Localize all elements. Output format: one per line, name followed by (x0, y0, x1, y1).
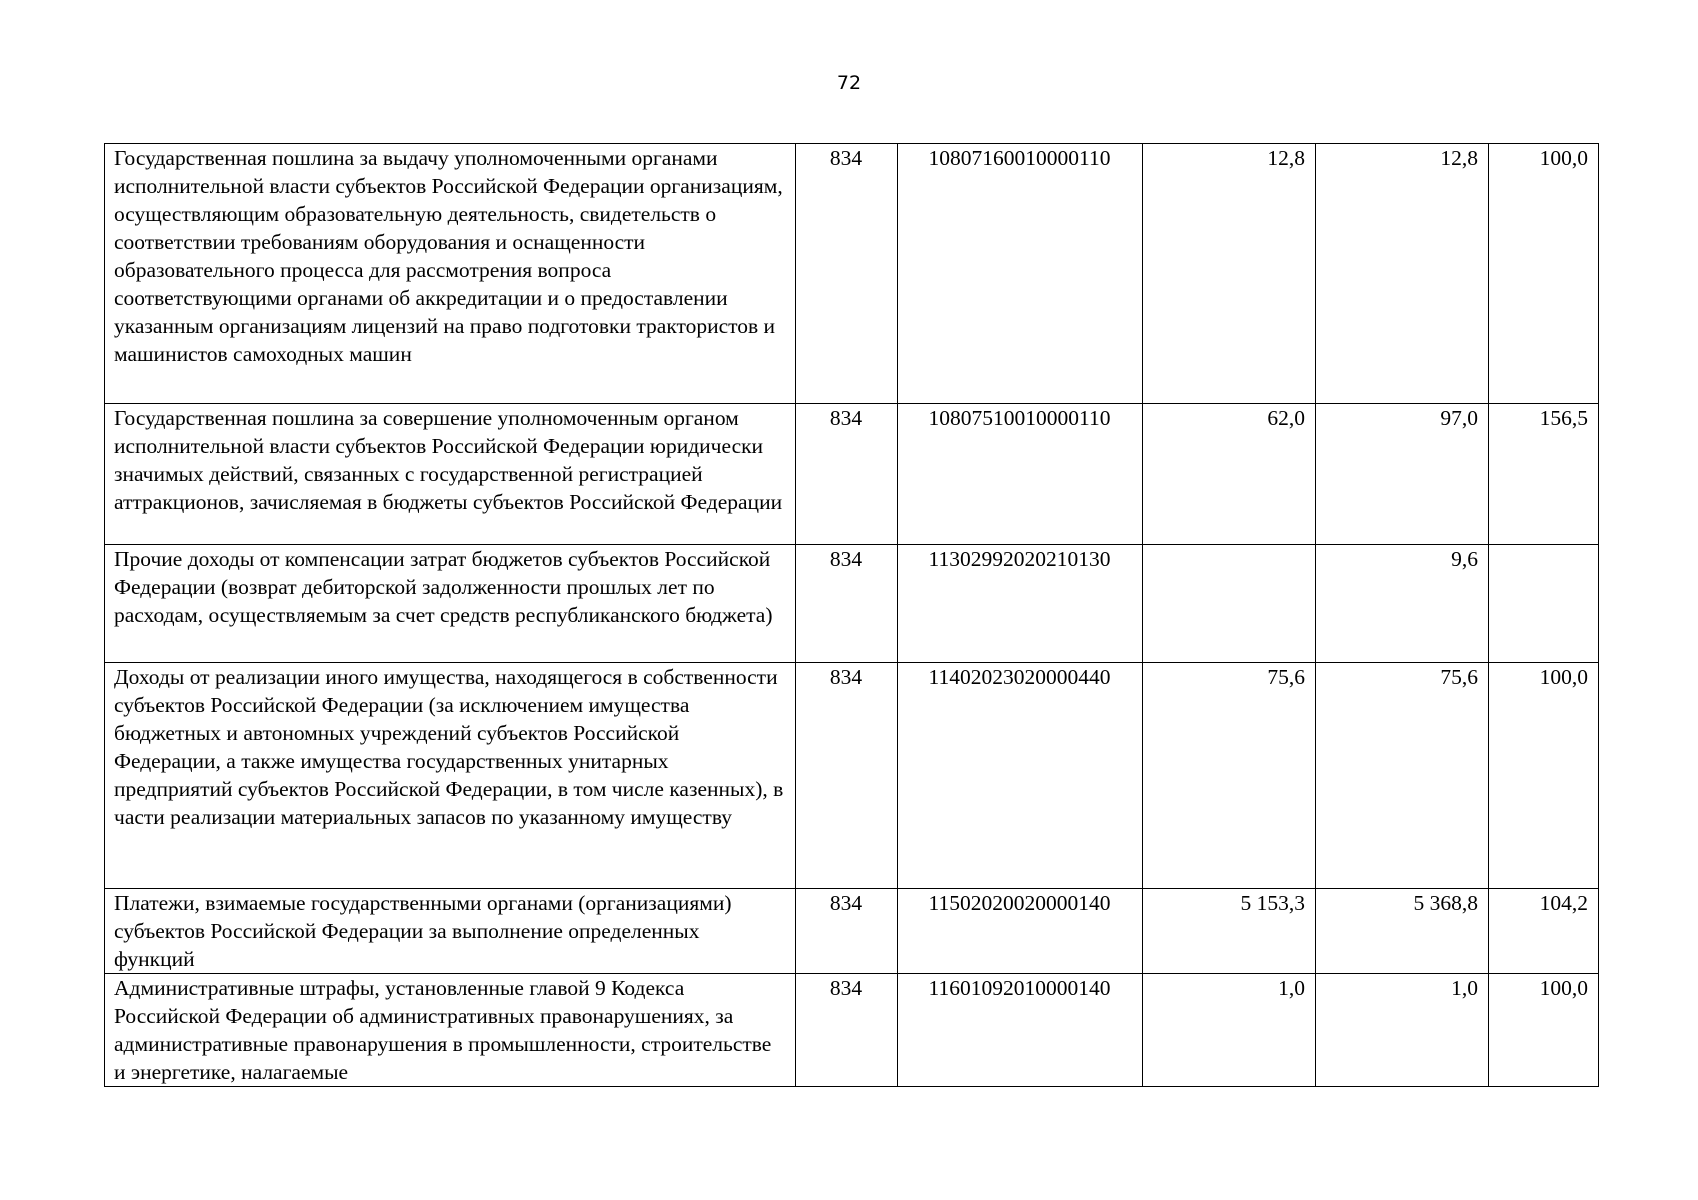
admin-code: 834 (796, 404, 898, 545)
actual-value: 12,8 (1316, 144, 1489, 404)
actual-value: 5 368,8 (1316, 889, 1489, 974)
admin-code: 834 (796, 144, 898, 404)
actual-value: 9,6 (1316, 545, 1489, 663)
plan-value: 1,0 (1143, 974, 1316, 1087)
income-description: Государственная пошлина за совершение уполномоченным органом исполнительной власти субъектов Российской Федерации юридически значимых действий, связанных с государственной регистрацией аттракционов, зачисляемая в бюджеты субъектов Российской Федерации (105, 404, 796, 545)
actual-value: 97,0 (1316, 404, 1489, 545)
table-row (105, 974, 1599, 1087)
admin-code: 834 (796, 545, 898, 663)
budget-classification-code: 11402023020000440 (898, 663, 1143, 889)
budget-classification-code: 10807510010000110 (898, 404, 1143, 545)
table-row (105, 545, 1599, 663)
table-row (105, 889, 1599, 974)
page-number: 72 (836, 72, 862, 94)
income-description: Административные штрафы, установленные главой 9 Кодекса Российской Федерации об административных правонарушениях, за административные правонарушения в промышленности, строительстве и энергетике, налагаемые (105, 974, 796, 1087)
budget-classification-code: 10807160010000110 (898, 144, 1143, 404)
plan-value (1143, 545, 1316, 663)
plan-value: 62,0 (1143, 404, 1316, 545)
admin-code: 834 (796, 663, 898, 889)
percent-value: 104,2 (1489, 889, 1599, 974)
plan-value: 75,6 (1143, 663, 1316, 889)
income-description: Платежи, взимаемые государственными органами (организациями) субъектов Российской Федерации за выполнение определенных функций (105, 889, 796, 974)
revenue-table (104, 143, 1599, 1087)
percent-value: 100,0 (1489, 974, 1599, 1087)
plan-value: 12,8 (1143, 144, 1316, 404)
actual-value: 1,0 (1316, 974, 1489, 1087)
percent-value: 100,0 (1489, 144, 1599, 404)
table-row (105, 404, 1599, 545)
actual-value: 75,6 (1316, 663, 1489, 889)
percent-value: 100,0 (1489, 663, 1599, 889)
income-description: Доходы от реализации иного имущества, находящегося в собственности субъектов Российской Федерации (за исключением имущества бюджетных и автономных учреждений субъектов Российской Федерации, а также имущества государственных унитарных предприятий субъектов Российской Федерации, в том числе казенных), в части реализации материальных запасов по указанному имуществу (105, 663, 796, 889)
percent-value: 156,5 (1489, 404, 1599, 545)
plan-value: 5 153,3 (1143, 889, 1316, 974)
admin-code: 834 (796, 974, 898, 1087)
income-description: Прочие доходы от компенсации затрат бюджетов субъектов Российской Федерации (возврат дебиторской задолженности прошлых лет по расходам, осуществляемым за счет средств республиканского бюджета) (105, 545, 796, 663)
budget-classification-code: 11502020020000140 (898, 889, 1143, 974)
income-description: Государственная пошлина за выдачу уполномоченными органами исполнительной власти субъектов Российской Федерации организациям, осуществляющим образовательную деятельность, свидетельств о соответствии требованиям оборудования и оснащенности образовательного процесса для рассмотрения вопроса соответствующими органами об аккредитации и о предоставлении указанным организациям лицензий на право подготовки трактористов и машинистов самоходных машин (105, 144, 796, 404)
admin-code: 834 (796, 889, 898, 974)
budget-classification-code: 11302992020210130 (898, 545, 1143, 663)
table-row (105, 144, 1599, 404)
budget-classification-code: 11601092010000140 (898, 974, 1143, 1087)
table-row (105, 663, 1599, 889)
percent-value (1489, 545, 1599, 663)
